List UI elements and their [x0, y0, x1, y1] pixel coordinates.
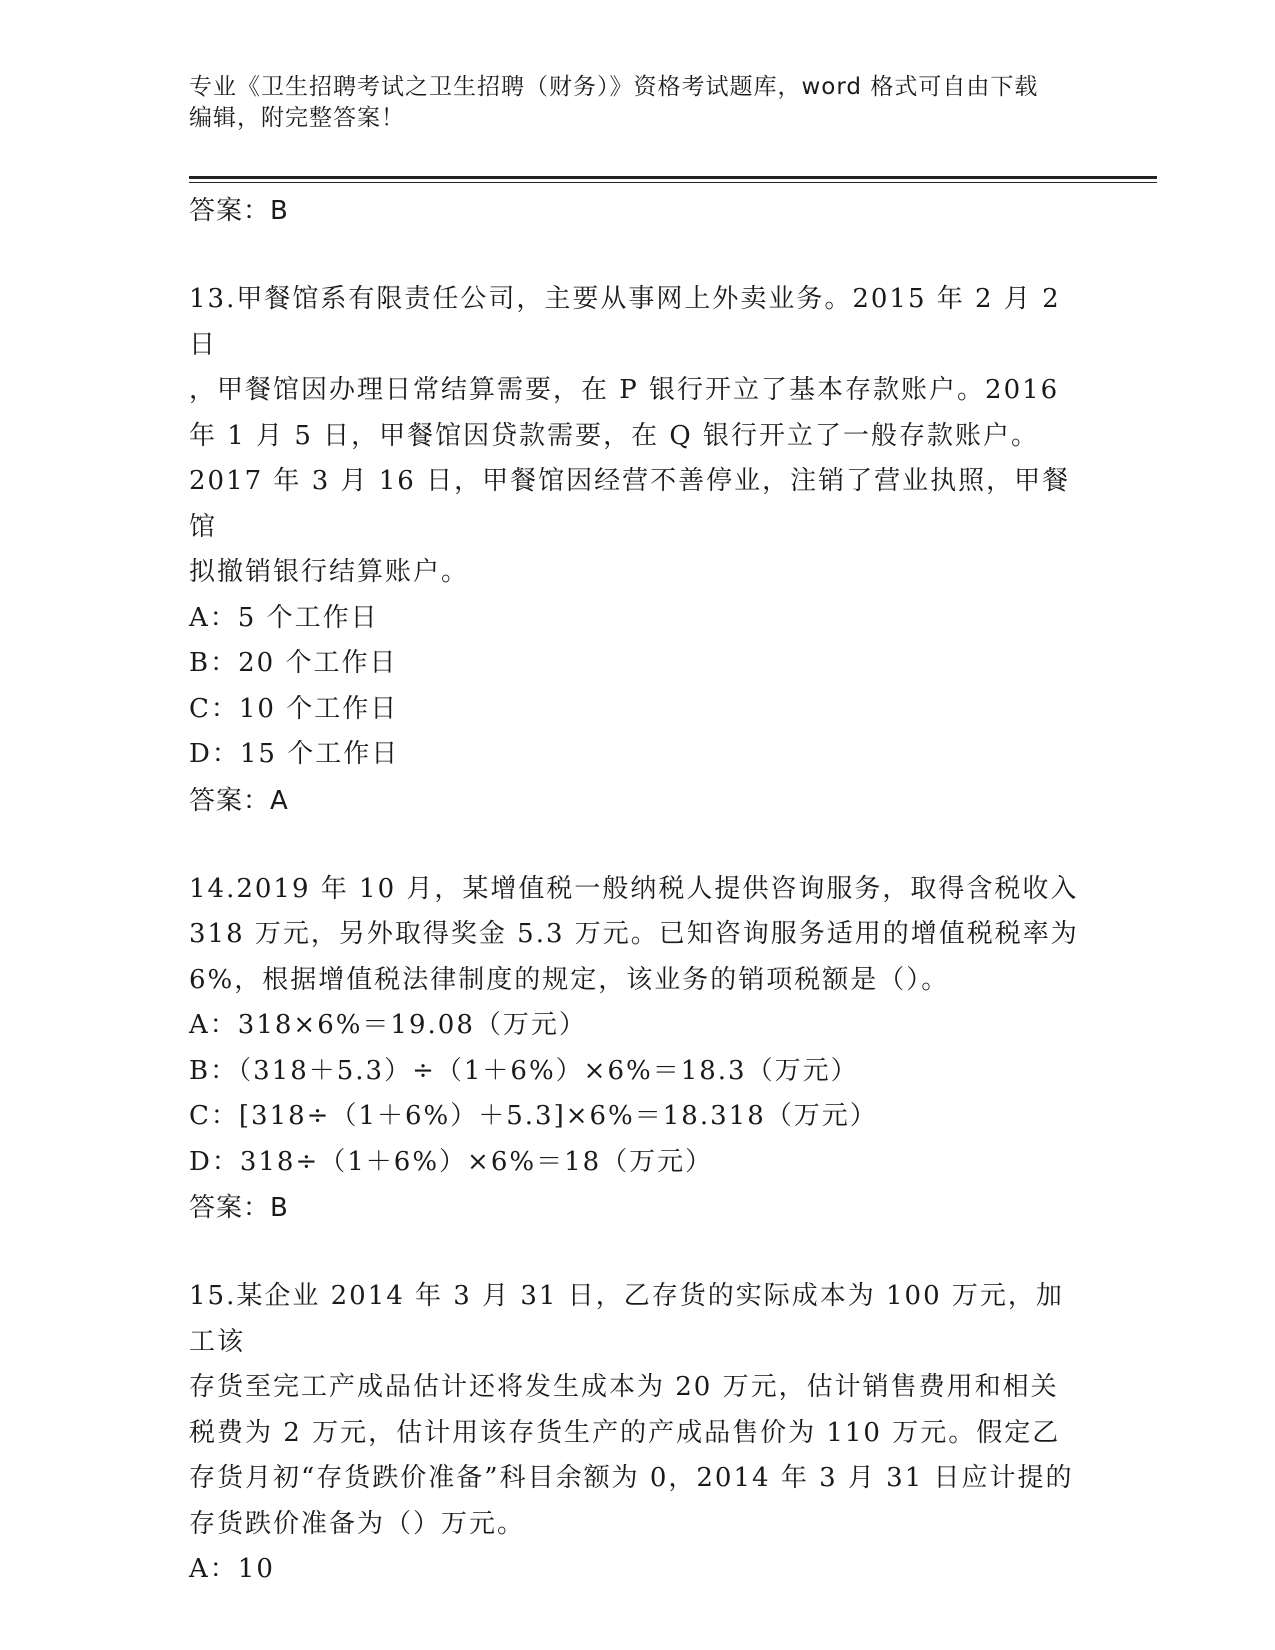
option-d: D：15 个工作日 — [189, 739, 400, 769]
stem-line: 年 1 月 5 日，甲餐馆因贷款需要，在 Q 银行开立了一般存款账户。 — [189, 420, 1039, 451]
stem-line: 拟撤销银行结算账户。 — [189, 557, 470, 587]
question-stem — [189, 1274, 1089, 1547]
question-block — [189, 867, 1089, 1232]
option-b: B：（318＋5.3）÷（1＋6%）×6%＝18.3（万元） — [189, 1055, 859, 1086]
document-header — [189, 72, 1089, 134]
stem-line: 6%，根据增值税法律制度的规定，该业务的销项税额是（）。 — [189, 964, 950, 995]
option-a: A：5 个工作日 — [189, 602, 379, 633]
option-d: D：318÷（1＋6%）×6%＝18（万元） — [189, 1146, 714, 1177]
header-line-2: 编辑，附完整答案！ — [189, 105, 405, 131]
option-a: A：318×6%＝19.08（万元） — [189, 1010, 587, 1040]
header-divider-thin — [189, 182, 1157, 183]
question-block — [189, 277, 1089, 824]
stem-line: 存货跌价准备为（）万元。 — [189, 1508, 526, 1539]
stem-line: ，甲餐馆因办理日常结算需要，在 P 银行开立了基本存款账户。2016 — [189, 375, 1060, 405]
header-line-1: 专业《卫生招聘考试之卫生招聘（财务）》资格考试题库，word 格式可自由下载 — [189, 74, 1039, 100]
stem-line: 15.某企业 2014 年 3 月 31 日，乙存货的实际成本为 100 万元，加工该 — [189, 1281, 1064, 1357]
stem-line: 存货月初“存货跌价准备”科目余额为 0，2014 年 3 月 31 日应计提的 — [189, 1463, 1074, 1493]
question-block — [189, 1274, 1089, 1593]
option-a: A：10 — [189, 1554, 275, 1584]
option-c: C：10 个工作日 — [189, 693, 399, 724]
option-c: C：[318÷（1＋6%）＋5.3]×6%＝18.318（万元） — [189, 1101, 878, 1131]
stem-line: 存货至完工产成品估计还将发生成本为 20 万元，估计销售费用和相关 — [189, 1372, 1059, 1402]
question-stem — [189, 867, 1089, 1004]
document-body — [189, 188, 1089, 1593]
answer-label: 答案：B — [189, 1193, 289, 1223]
stem-line: 13.甲餐馆系有限责任公司，主要从事网上外卖业务。2015 年 2 月 2 日 — [189, 284, 1061, 360]
header-divider-thick — [189, 176, 1157, 179]
stem-line: 税费为 2 万元，估计用该存货生产的产成品售价为 110 万元。假定乙 — [189, 1417, 1061, 1448]
stem-line: 2017 年 3 月 16 日，甲餐馆因经营不善停业，注销了营业执照，甲餐馆 — [189, 466, 1071, 542]
answer-label: 答案：B — [189, 196, 289, 226]
stem-line: 14.2019 年 10 月，某增值税一般纳税人提供咨询服务，取得含税收入 — [189, 873, 1079, 904]
question-stem — [189, 277, 1089, 596]
option-b: B：20 个工作日 — [189, 648, 398, 678]
answer-label: 答案：A — [189, 785, 289, 816]
stem-line: 318 万元，另外取得奖金 5.3 万元。已知咨询服务适用的增值税税率为 — [189, 919, 1079, 949]
